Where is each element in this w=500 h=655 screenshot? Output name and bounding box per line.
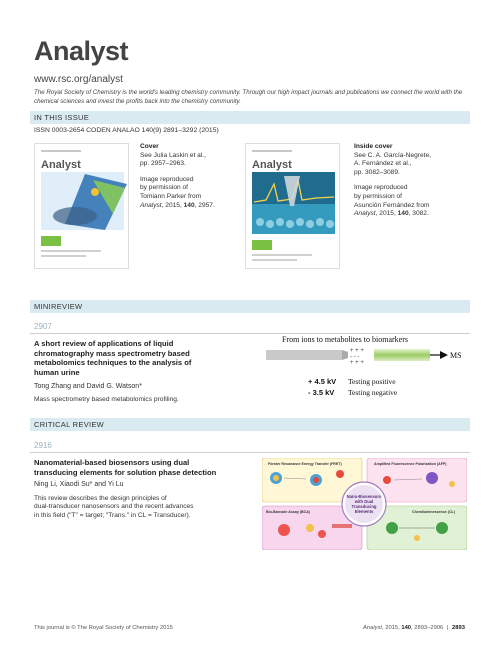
bca-label: Bio-Barcode Assay (BCA)	[266, 510, 310, 514]
minireview-figure	[262, 333, 467, 403]
center-line1: Nano-Biosensors	[346, 494, 382, 499]
cover-credit-line2: by permission of	[140, 184, 189, 192]
summary-line: This review describes the design principles of	[34, 495, 167, 502]
journal-url[interactable]: www.rsc.org/analyst	[34, 74, 123, 85]
inside-cover-credit-line1: Image reproduced	[354, 184, 408, 192]
section-heading: MINIREVIEW	[34, 302, 83, 311]
masthead	[34, 36, 470, 106]
cover-ref-line1: See Julia Laskin et al.,	[140, 151, 206, 159]
figure-caption-top: From ions to metabolites to biomarkers	[282, 335, 408, 344]
cover-image[interactable]	[34, 143, 129, 269]
cl-label: Chemiluminescence (CL)	[412, 510, 455, 514]
inside-cover-credit-page: , 3082.	[408, 210, 429, 218]
ms-inlet-tube	[374, 349, 430, 361]
inside-cover-credit-journal: Analyst	[354, 210, 376, 218]
section-bar-critical-review	[30, 418, 470, 431]
section-bar-in-this-issue	[30, 111, 470, 124]
voltage-positive-text: Testing positive	[348, 377, 396, 386]
inside-cover-ref-line3[interactable]: pp. 3082–3089.	[354, 168, 400, 176]
svg-text:+ + +: + + +	[350, 348, 364, 354]
footer-page-number: 2893	[452, 625, 465, 631]
voltage-negative: - 3.5 kV	[308, 388, 335, 397]
afp-label: Amplified Fluorescence Polarization (AFP)	[374, 462, 447, 466]
cover-ref-line2[interactable]: pp. 2957–2963.	[140, 160, 186, 168]
section-heading: IN THIS ISSUE	[34, 113, 90, 122]
cover-credit-journal: Analyst	[140, 201, 162, 209]
critical-review-figure	[262, 458, 467, 550]
footer-copyright: This journal is © The Royal Society of Chemistry 2015	[34, 625, 173, 631]
inside-cover-credit-line3: Asunción Fernández from	[354, 201, 430, 209]
capillary-left	[266, 350, 342, 360]
inside-cover-credit-line2: by permission of	[354, 192, 403, 200]
center-line4: Elements	[354, 509, 374, 514]
svg-text:- - -: - - -	[350, 354, 360, 360]
title-line: metabolomics techniques to the analysis of	[34, 358, 192, 368]
summary-line: in this field ("T" = target; "Trans." in CL = Transducer).	[34, 511, 191, 519]
title-line: chromatography mass spectrometry based	[34, 348, 190, 358]
arrow-right-icon	[440, 351, 448, 359]
inside-cover-credit-year: , 2015,	[375, 210, 398, 218]
cover-illustration	[35, 144, 129, 269]
inside-cover-credit-vol: 140	[397, 210, 409, 218]
journal-title: Analyst	[34, 36, 129, 66]
article-page-number[interactable]: 2916	[34, 441, 52, 450]
journal-blurb: The Royal Society of Chemistry is the world's leading chemistry community. Through our high impact journals and publications we connect the world with the chemical sciences and invest the profits back into the chemistry community.	[34, 89, 463, 105]
cover-credit-vol: 140	[183, 201, 195, 209]
article-authors: Ning Li, Xiaodi Su* and Yi Lu	[34, 481, 124, 488]
fret-label: Förster Resonance Energy Transfer (FRET)	[268, 462, 342, 466]
title-line: transducing elements for solution phase detection	[34, 467, 217, 477]
article-title[interactable]	[34, 339, 254, 377]
inside-cover-illustration	[246, 144, 340, 269]
center-line2: with Dual	[354, 499, 374, 504]
ms-label: MS	[450, 351, 462, 360]
voltage-positive: + 4.5 kV	[308, 377, 337, 386]
footer-pages: , 2893–2906	[411, 625, 444, 631]
footer-volume: 140	[401, 625, 412, 631]
svg-text:+ + +: + + +	[350, 360, 364, 366]
cover-credit-line1: Image reproduced	[140, 175, 194, 183]
cover-description	[140, 143, 230, 217]
footer-journal: Analyst	[363, 625, 383, 631]
cover-credit-page: , 2957.	[194, 201, 215, 209]
inside-cover-description	[354, 143, 464, 226]
issn-line: ISSN 0003-2654 CODEN ANALAO 140(9) 2891–3292 (2015)	[34, 127, 219, 134]
title-line: A short review of applications of liquid	[34, 339, 174, 348]
inside-cover-label: Inside cover	[354, 143, 393, 150]
article-summary	[34, 495, 259, 520]
summary-line: dual-transducer nanosensors and the recent advances	[34, 503, 194, 511]
cover-credit-year: , 2015,	[161, 201, 184, 209]
section-heading: CRITICAL REVIEW	[34, 420, 105, 429]
footer-citation	[363, 625, 465, 631]
inside-cover-image[interactable]	[245, 143, 340, 269]
article-summary: Mass spectrometry based metabolomics profiling.	[34, 396, 179, 403]
footer-separator: |	[446, 625, 449, 631]
inside-cover-logo: Analyst	[252, 159, 292, 171]
article-authors: Tong Zhang and David G. Watson*	[34, 383, 142, 390]
inside-cover-ref-line2: A. Fernández et al.,	[354, 160, 412, 168]
article-page-number[interactable]: 2907	[34, 322, 52, 331]
article-title[interactable]	[34, 458, 254, 477]
footer-year: , 2015,	[382, 625, 402, 631]
voltage-negative-text: Testing negative	[348, 388, 398, 397]
inside-cover-ref-line1: See C. A. García-Negrete,	[354, 151, 431, 159]
cover-credit-line3: Tomiann Parker from	[140, 192, 202, 200]
cover-logo: Analyst	[41, 159, 81, 171]
cover-label: Cover	[140, 143, 159, 150]
title-line: Nanomaterial-based biosensors using dual	[34, 458, 190, 467]
title-line: human urine	[34, 367, 80, 377]
section-bar-minireview	[30, 300, 470, 313]
divider	[30, 452, 470, 453]
center-line3: Transducing	[351, 504, 377, 509]
